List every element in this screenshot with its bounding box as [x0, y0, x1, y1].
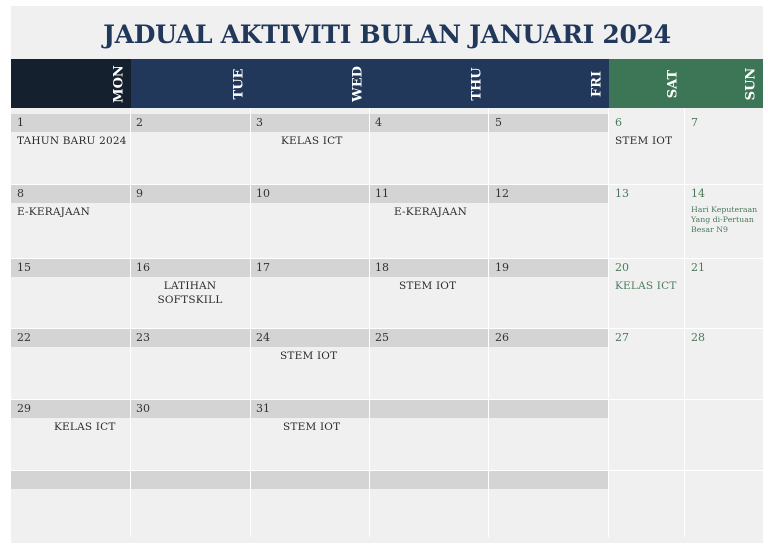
day-number: 14 [691, 187, 705, 200]
event-label: STEM IOT [615, 135, 673, 147]
day-number: 29 [17, 402, 31, 415]
day-number: 17 [256, 261, 270, 274]
column-divider [488, 108, 489, 537]
event-label: E-KERAJAAN [17, 206, 90, 218]
day-number: 16 [136, 261, 150, 274]
header-tue [131, 59, 251, 108]
date-bar [11, 185, 609, 203]
row-divider [11, 328, 763, 329]
day-number: 27 [615, 331, 629, 344]
event-label: STEM IOT [283, 421, 341, 433]
date-bar [11, 471, 609, 489]
header-fri [489, 59, 609, 108]
header-wed [251, 59, 370, 108]
event-label: TAHUN BARU 2024 [17, 135, 127, 147]
day-number: 25 [375, 331, 389, 344]
event-label-holiday: Hari Keputeraan Yang di-Pertuan Besar N9 [691, 205, 758, 234]
day-number: 30 [136, 402, 150, 415]
day-number: 21 [691, 261, 705, 274]
header-label-thu: THU [469, 66, 485, 101]
row-divider [11, 258, 763, 259]
day-number: 1 [17, 116, 24, 129]
day-number: 26 [495, 331, 509, 344]
day-number: 20 [615, 261, 629, 274]
day-number: 12 [495, 187, 509, 200]
day-number: 18 [375, 261, 389, 274]
day-number: 10 [256, 187, 270, 200]
column-divider [130, 108, 131, 537]
day-number: 9 [136, 187, 143, 200]
header-label-mon: MON [111, 64, 127, 103]
column-divider [250, 108, 251, 537]
date-bar [11, 114, 609, 132]
day-number: 24 [256, 331, 270, 344]
day-number: 7 [691, 116, 698, 129]
header-label-sun: SUN [743, 67, 759, 100]
column-divider [369, 108, 370, 537]
date-bar [11, 329, 609, 347]
event-label: STEM IOT [280, 350, 338, 362]
date-bar [11, 400, 609, 418]
header-mon [11, 59, 131, 108]
day-number: 6 [615, 116, 622, 129]
day-number: 2 [136, 116, 143, 129]
column-divider [684, 108, 685, 537]
row-divider [11, 184, 763, 185]
page-title: JADUAL AKTIVITI BULAN JANUARI 2024 [103, 20, 671, 49]
event-label: KELAS ICT [615, 280, 677, 292]
day-number: 13 [615, 187, 629, 200]
row-divider [11, 470, 763, 471]
header-sun [685, 59, 763, 108]
header-label-tue: TUE [231, 68, 247, 99]
event-label: STEM IOT [399, 280, 457, 292]
event-label: KELAS ICT [54, 421, 116, 433]
day-number: 15 [17, 261, 31, 274]
header-label-fri: FRI [589, 70, 605, 97]
event-label: LATIHAN SOFTSKILL [157, 280, 223, 306]
header-label-wed: WED [350, 65, 366, 102]
column-divider [608, 108, 609, 537]
event-label: E-KERAJAAN [394, 206, 467, 218]
header-thu [370, 59, 489, 108]
header-label-sat: SAT [665, 69, 681, 98]
header-sat [609, 59, 685, 108]
day-number: 31 [256, 402, 270, 415]
day-number: 22 [17, 331, 31, 344]
row-divider [11, 399, 763, 400]
day-number: 11 [375, 187, 389, 200]
day-number: 8 [17, 187, 24, 200]
event-label: KELAS ICT [281, 135, 343, 147]
day-number: 5 [495, 116, 502, 129]
day-number: 4 [375, 116, 382, 129]
day-number: 3 [256, 116, 263, 129]
day-number: 28 [691, 331, 705, 344]
date-bar [11, 259, 609, 277]
day-number: 19 [495, 261, 509, 274]
day-number: 23 [136, 331, 150, 344]
